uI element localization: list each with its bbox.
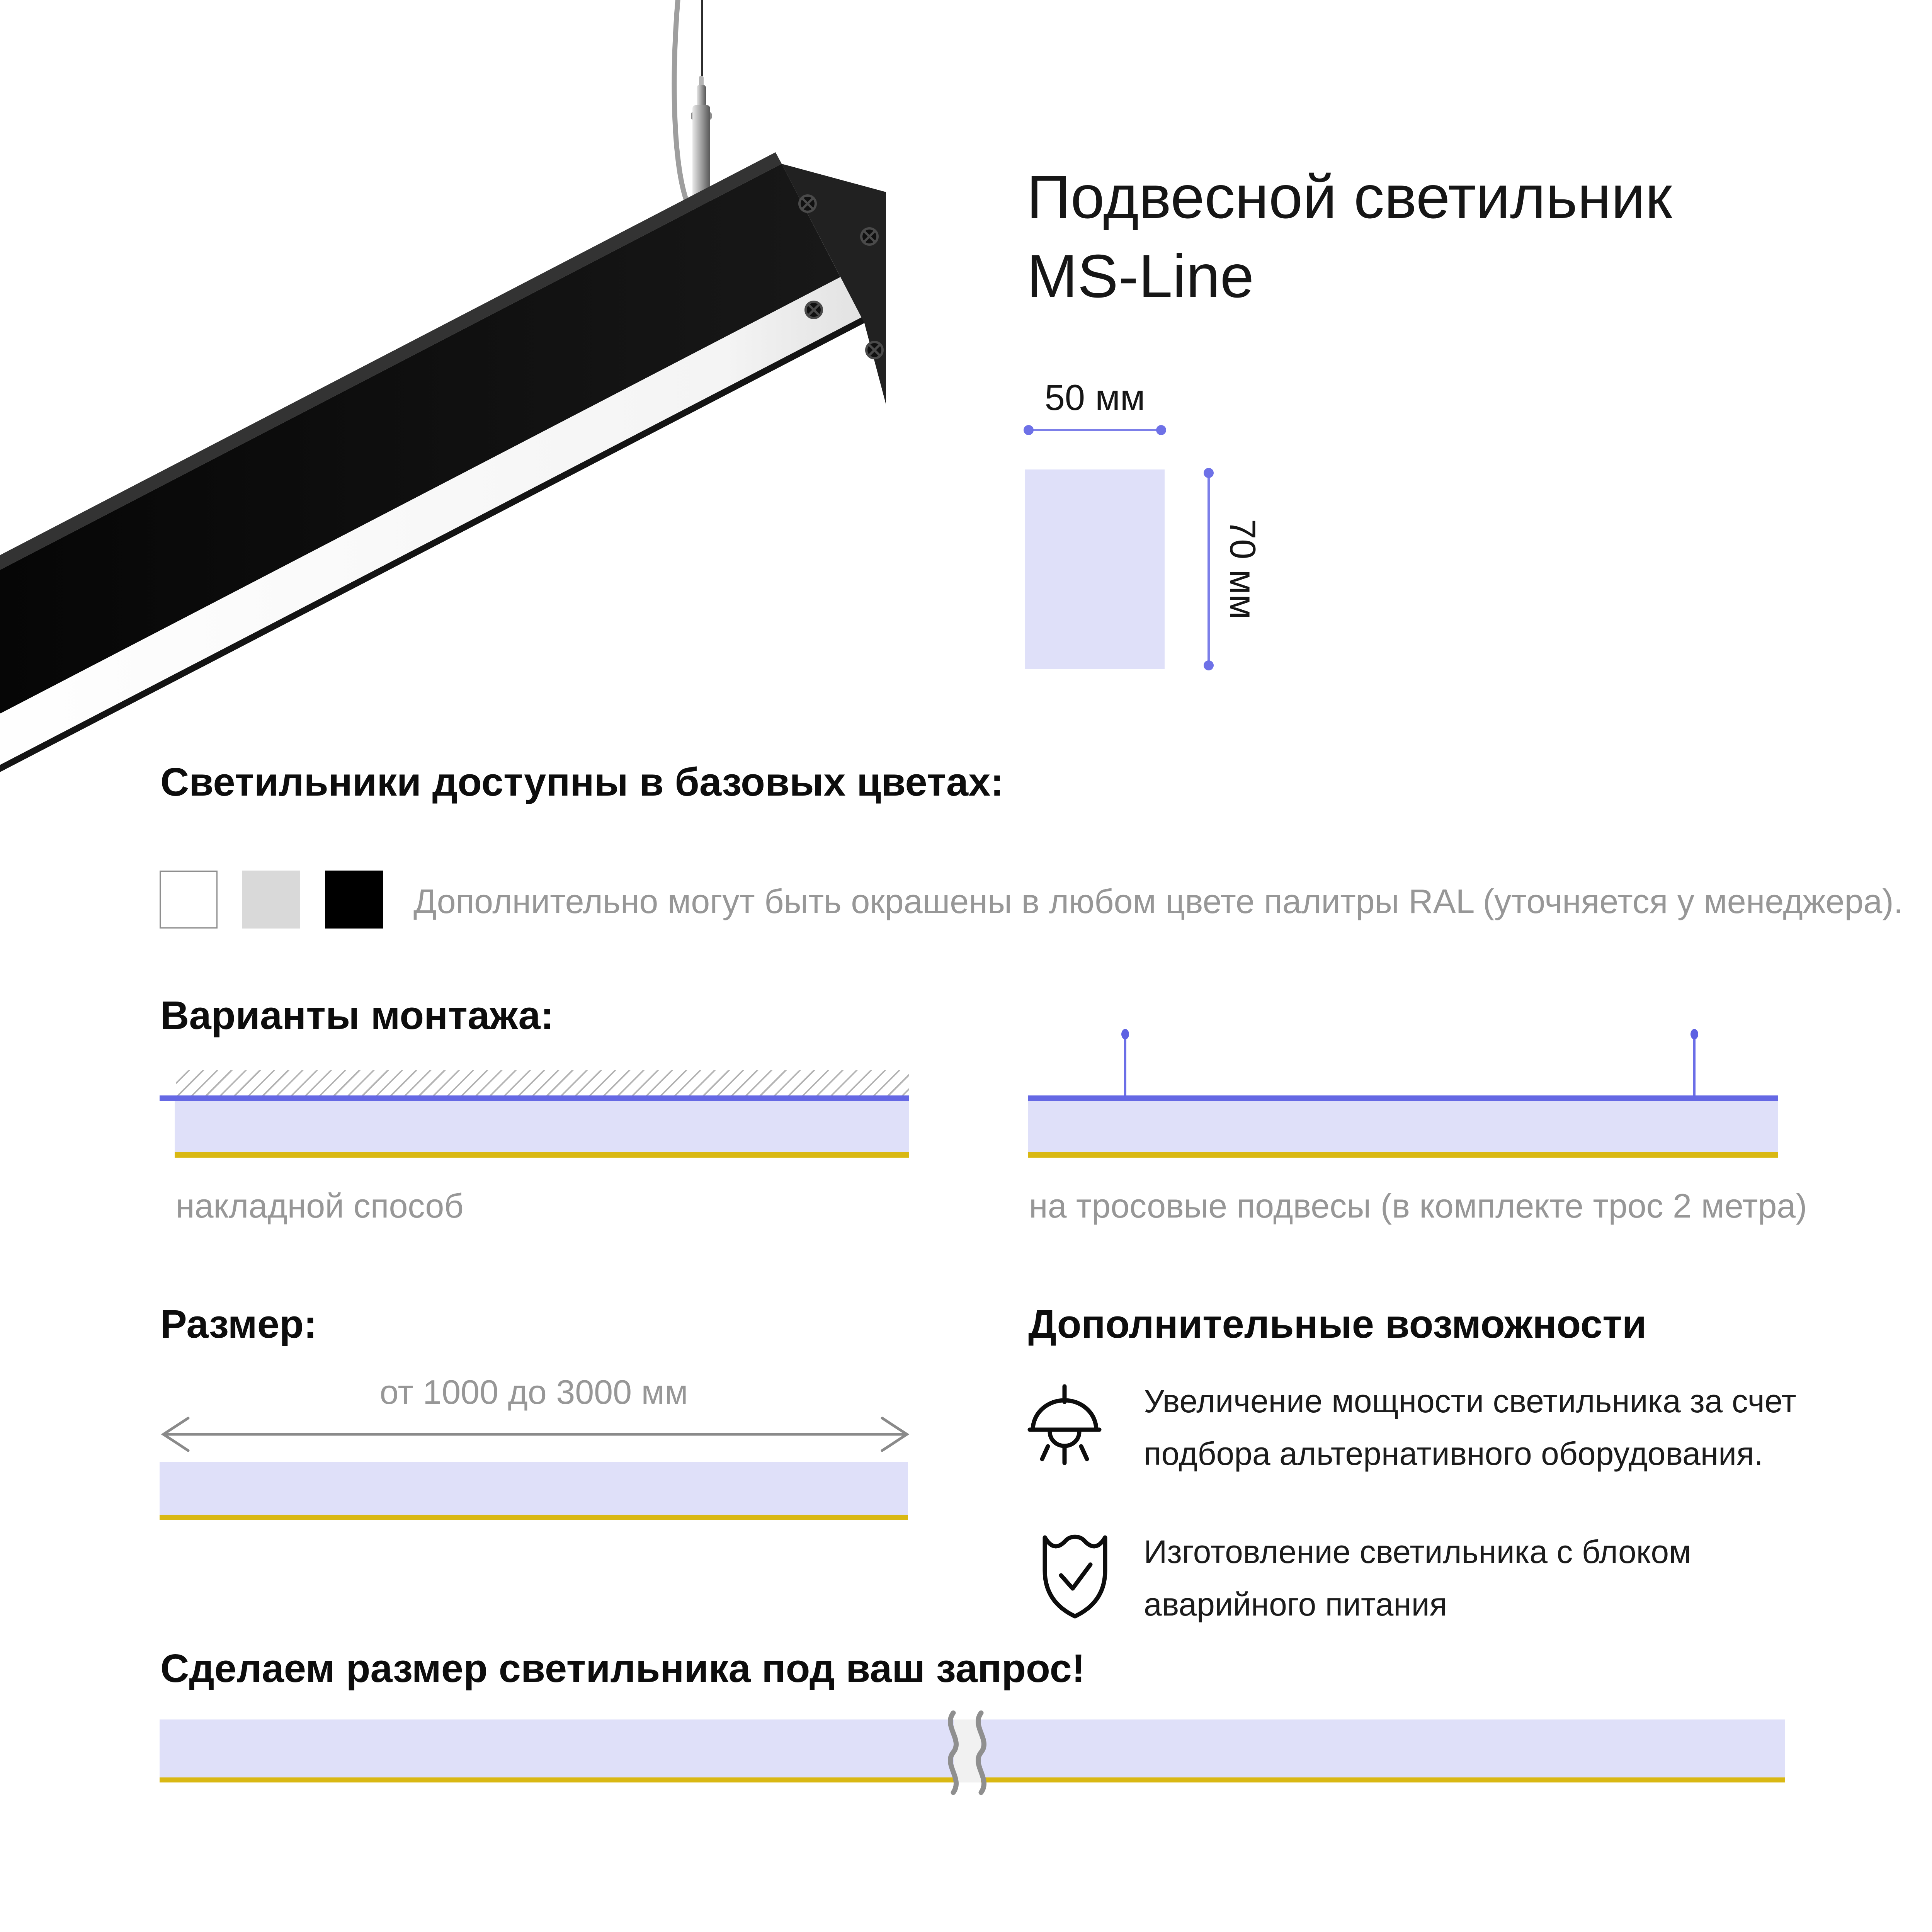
- profile-cross-section: [1025, 469, 1165, 669]
- ceiling-hatch: [176, 1070, 909, 1095]
- size-section-heading: Размер:: [160, 1302, 317, 1346]
- color-swatch-black: [325, 871, 383, 929]
- height-dimension-label: 70 мм: [1223, 519, 1263, 619]
- dimension-dot-top: [1204, 468, 1214, 478]
- light-strip: [160, 1515, 908, 1520]
- product-photo: [0, 0, 927, 831]
- dimension-dot-left: [1024, 425, 1034, 435]
- page-title: [1027, 158, 1672, 316]
- size-fixture-diagram: [160, 1462, 908, 1520]
- fixture-body: [1028, 1101, 1778, 1152]
- feature-text-emergency: Изготовление светильника с блоком аварийного питания: [1144, 1534, 1691, 1623]
- dimension-dot-bottom: [1204, 660, 1214, 670]
- dimension-line: [1208, 472, 1210, 667]
- page-title-line1: Подвесной светильник: [1027, 163, 1672, 231]
- features-section-heading: Дополнительные возможности: [1028, 1302, 1647, 1346]
- suspension-pin: [1124, 1034, 1126, 1095]
- dimension-line: [1027, 429, 1162, 431]
- light-beam: [0, 152, 886, 781]
- feature-text-power: Увеличение мощности светильника за счет подбора альтернативного оборудования.: [1144, 1383, 1796, 1472]
- length-break-mark: [925, 1706, 1010, 1801]
- colors-section-heading: Светильники доступны в базовых цветах:: [160, 760, 1004, 804]
- suspension-mount-diagram: [1028, 1029, 1778, 1158]
- surface-mount-diagram: [160, 1070, 909, 1158]
- width-dimension-line: [1025, 425, 1165, 435]
- light-strip: [1028, 1152, 1778, 1158]
- suspension-pin-dot: [1121, 1029, 1129, 1039]
- fixture-top-line: [1028, 1095, 1778, 1101]
- mounting-section-heading: Варианты монтажа:: [160, 993, 554, 1037]
- height-dimension-line: [1204, 469, 1214, 669]
- colors-note: Дополнительно могут быть окрашены в любом цвете палитры RAL (уточняется у менеджера).: [413, 882, 1903, 920]
- suspension-mount-caption: на тросовые подвесы (в комплекте трос 2 метра): [1029, 1187, 1807, 1225]
- light-strip: [175, 1152, 909, 1158]
- size-range-label: от 1000 до 3000 мм: [379, 1373, 688, 1411]
- pendant-lamp-icon: [1026, 1383, 1103, 1472]
- suspension-pin-dot: [1690, 1029, 1698, 1039]
- fixture-body: [175, 1101, 909, 1152]
- dimension-dot-right: [1156, 425, 1166, 435]
- surface-mount-caption: накладной способ: [176, 1187, 464, 1225]
- color-swatch-white: [160, 871, 218, 929]
- size-range-arrow: [156, 1406, 914, 1463]
- custom-size-heading: Сделаем размер светильника под ваш запрос!: [160, 1646, 1085, 1690]
- width-dimension-label: 50 мм: [1044, 377, 1145, 418]
- shield-check-icon: [1036, 1524, 1114, 1621]
- suspension-pin: [1693, 1034, 1696, 1095]
- color-swatch-gray: [242, 871, 300, 929]
- ceiling-line: [160, 1095, 909, 1101]
- fixture-body: [160, 1462, 908, 1515]
- page-title-line2: MS-Line: [1027, 242, 1254, 310]
